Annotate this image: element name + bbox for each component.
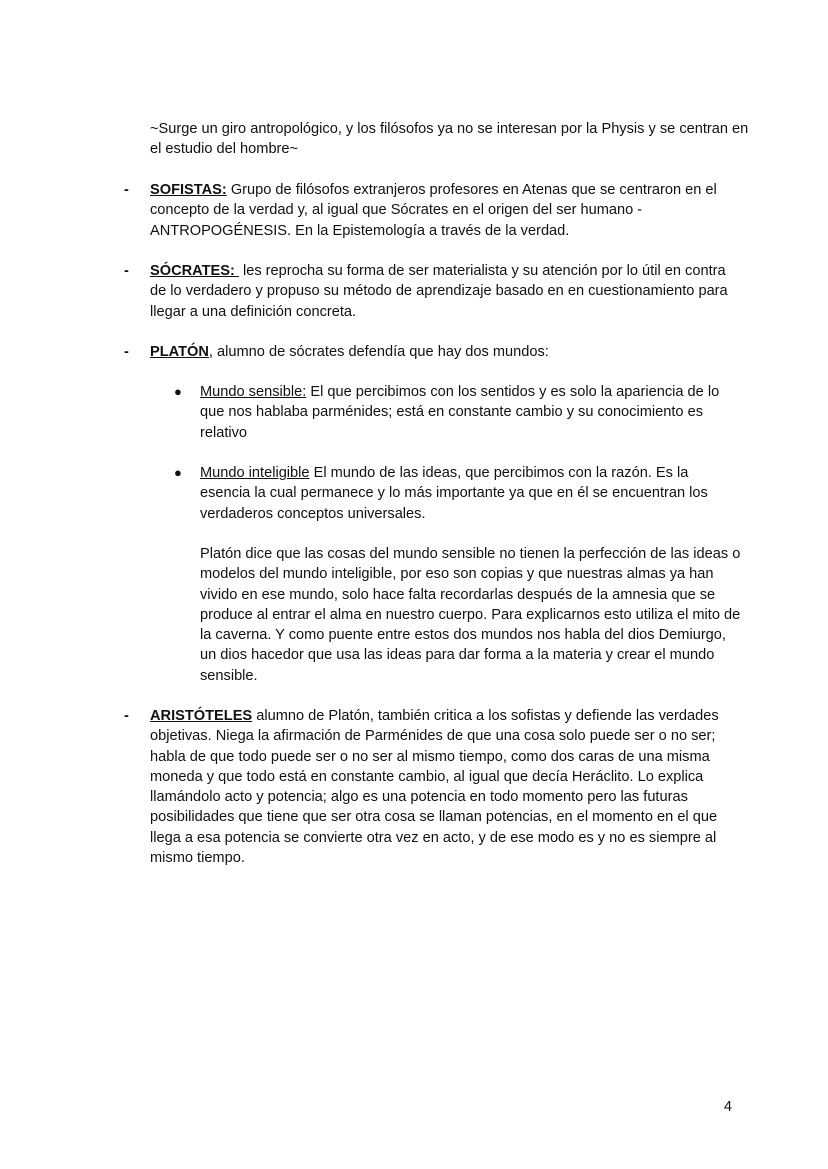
text-socrates: les reprocha su forma de ser materialista y su atención por lo útil en contra de lo verdadero y propuso su método de aprendizaje basado en en cuestionamiento para llegar a una definición concreta. — [150, 263, 728, 320]
dash-marker: - — [124, 182, 129, 198]
term-sofistas: SOFISTAS: — [150, 182, 227, 198]
intro-paragraph: ~Surge un giro antropológico, y los filósofos ya no se interesan por la Physis y se centran en el estudio del hombre~ — [150, 121, 749, 158]
dash-marker: - — [124, 708, 129, 724]
bullet-marker: ● — [174, 384, 182, 399]
platon-paragraph: Platón dice que las cosas del mundo sensible no tienen la perfección de las ideas o modelos del mundo inteligible, por eso son copias y que nuestras almas ya han vivido en ese mundo, solo hace falta recordarlas después de la amnesia que se produce al entrar el alma en nuestro cuerpo. Para explicarnos esto utiliza el mito de la caverna. Y como puente entre estos dos mundos nos habla del dios Demiurgo, un dios hacedor que usa las ideas para dar forma a la materia y crear el mundo sensible. — [200, 546, 741, 684]
term-platon: PLATÓN — [150, 344, 209, 360]
term-socrates: SÓCRATES: — [150, 263, 239, 279]
term-mundo-inteligible: Mundo inteligible — [200, 465, 310, 481]
list-item-socrates — [124, 261, 740, 322]
page-number: 4 — [723, 1099, 732, 1115]
text-aristoteles: alumno de Platón, también critica a los sofistas y defiende las verdades objetivas. Niega la afirmación de Parménides de que una cosa solo puede ser o no ser; habla de que todo puede ser o no ser al mismo tiempo, como dos caras de una misma moneda y que todo está en constante cambio, al igual que decía Heráclito. Lo explica llamándolo acto y potencia; algo es una potencia en todo momento pero las futuras posibilidades que tiene que ser otra cosa se llaman potencias, en el momento en el que llega a esa potencia se convierte otra vez en acto, y de ese modo es y no es siempre al mismo tiempo. — [150, 708, 719, 867]
dash-marker: - — [124, 344, 129, 360]
bullet-item-mundo-inteligible — [174, 463, 740, 524]
dash-marker: - — [124, 263, 129, 279]
list-item-sofistas — [124, 180, 740, 241]
text-mundo-sensible: El que percibimos con los sentidos y es solo la apariencia de lo que nos hablaba parménides; está en constante cambio y su conocimiento es relativo — [200, 384, 720, 441]
text-platon: , alumno de sócrates defendía que hay dos mundos: — [208, 344, 549, 360]
list-item-aristoteles — [124, 706, 740, 868]
text-sofistas: Grupo de filósofos extranjeros profesores en Atenas que se centraron en el concepto de la verdad y, al igual que Sócrates en el origen del ser humano - ANTROPOGÉNESIS. En la Epistemología a través de la verdad. — [150, 182, 717, 239]
text-mundo-inteligible: El mundo de las ideas, que percibimos con la razón. Es la esencia la cual permanece y lo más importante ya que en él se encuentran los verdaderos conceptos universales. — [200, 465, 708, 522]
bullet-item-mundo-sensible — [174, 382, 740, 443]
list-item-platon — [124, 342, 740, 362]
bullet-marker: ● — [174, 465, 182, 480]
term-mundo-sensible: Mundo sensible: — [200, 384, 307, 400]
term-aristoteles: ARISTÓTELES — [150, 708, 253, 724]
